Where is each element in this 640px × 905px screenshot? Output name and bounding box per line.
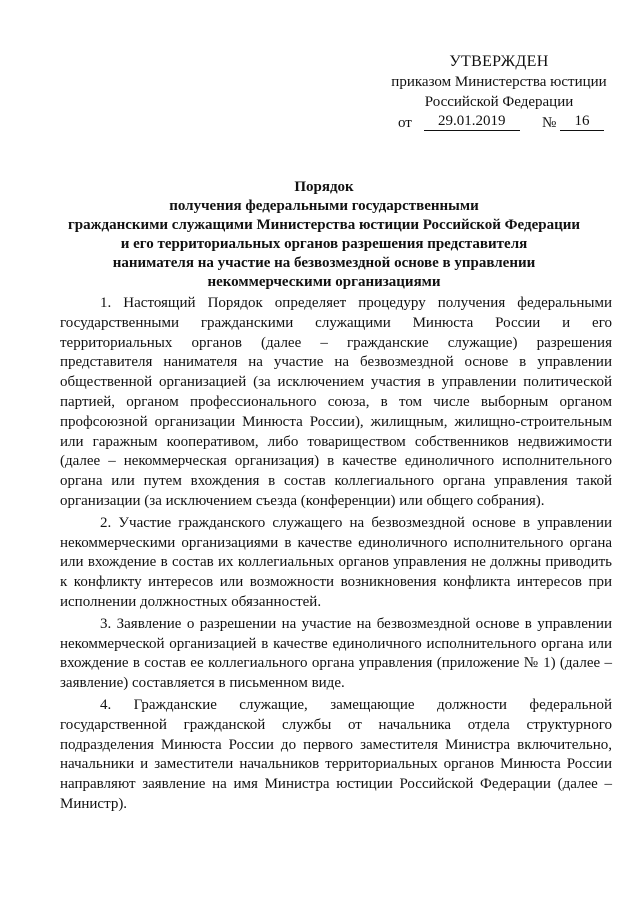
approval-line-1: приказом Министерства юстиции — [391, 74, 607, 90]
approval-date — [424, 113, 520, 131]
number-sign: № — [542, 115, 557, 131]
paragraph-1: 1. Настоящий Порядок определяет процедуру получения федеральными государственными гражданскими служащими Минюста России и его территориальных органов (далее – гражданские служащие) разрешения представителя нанимателя на участие на безвозмездной основе в управлении общественной организацией (за исключением участия в управлении политической партией, органом профессионального союза, в том числе выборным органом профсоюзной организации Минюста России), жилищным, жилищно-строительным или гаражным кооперативом, либо товариществом собственников недвижимости (далее – некоммерческая организация) в качестве единоличного исполнительного органа или путем вхождения в состав коллегиального органа управления такой организации (за исключением съезда (конференции) или общего собрания). — [60, 295, 612, 509]
approval-number-value: 16 — [574, 113, 590, 129]
approval-date-number-line — [384, 113, 614, 133]
approval-line-2: Российской Федерации — [424, 94, 574, 110]
title-line-4: и его территориальных органов разрешения представителя — [120, 236, 528, 252]
paragraph-3: 3. Заявление о разрешении на участие на безвозмездной основе в управлении некоммерческой организацией в качестве единоличного исполнительного органа или вхождение в состав ее коллегиального органа управления (приложение № 1) (далее – заявление) составляется в письменном виде. — [60, 615, 612, 692]
title-line-3: гражданскими служащими Министерства юстиции Российской Федерации — [67, 217, 581, 233]
title-line-2: получения федеральными государственными — [169, 198, 479, 214]
approval-block — [384, 52, 614, 133]
title-line-6: некоммерческими организациями — [207, 274, 441, 290]
paragraph-4: 4. Гражданские служащие, замещающие должности федеральной государственной гражданской службы от начальника отдела структурного подразделения Минюста России до первого заместителя Министра включительно, начальники и заместители начальников территориальных органов Минюста России направляют заявление на имя Министра юстиции Российской Федерации (далее – Министр). — [60, 696, 612, 812]
approval-date-value: 29.01.2019 — [438, 113, 506, 129]
approval-heading: УТВЕРЖДЕН — [449, 53, 549, 70]
paragraph-2: 2. Участие гражданского служащего на безвозмездной основе в управлении некоммерческими организациями в качестве единоличного исполнительного органа или вхождение в состав их коллегиальных органов управления не должны приводить к конфликту интересов или возможности возникновения конфликта интересов при исполнении должностных обязанностей. — [60, 514, 612, 610]
title-line-5: нанимателя на участие на безвозмездной основе в управлении — [112, 255, 536, 271]
title-line-1: Порядок — [294, 179, 354, 195]
approval-number — [560, 113, 604, 131]
date-prefix: от — [398, 115, 412, 131]
document-body — [60, 294, 612, 817]
document-title — [60, 178, 588, 292]
